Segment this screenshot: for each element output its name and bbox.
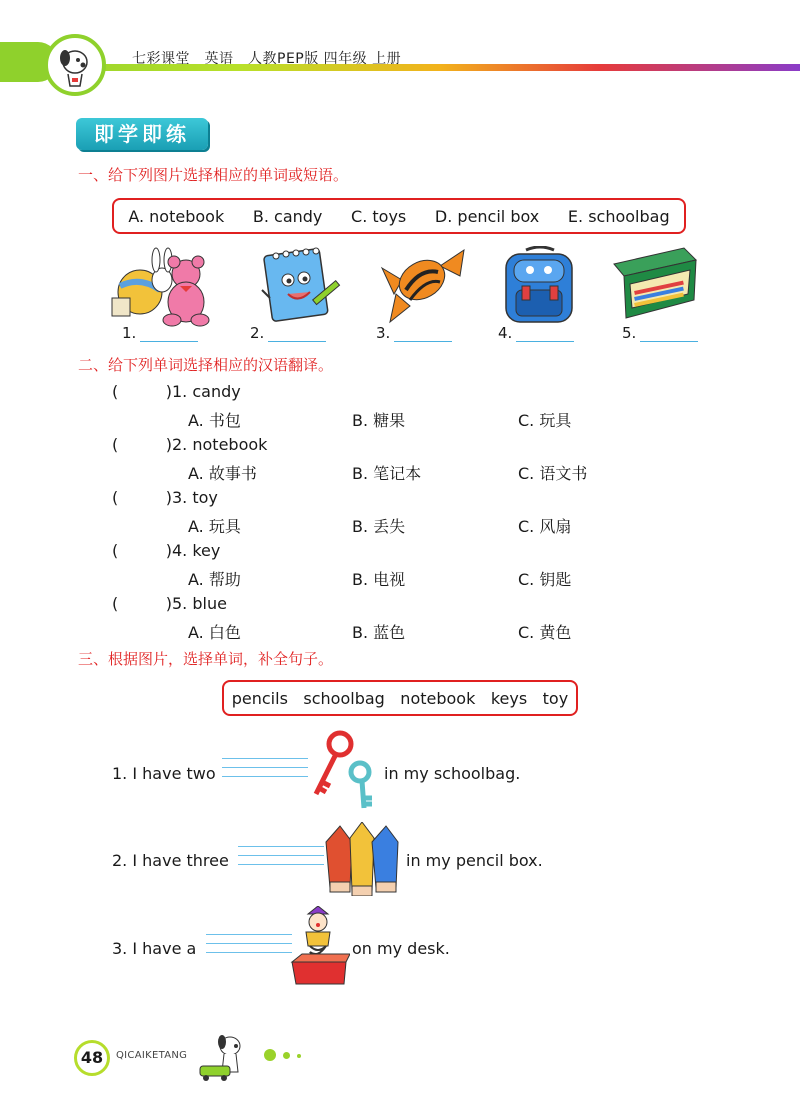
answer-blank-5[interactable]: 5.	[622, 324, 698, 342]
decor-dot	[297, 1054, 301, 1058]
answer-parens[interactable]: ( )	[112, 488, 172, 507]
option-c[interactable]: C. 黄色	[518, 623, 572, 642]
option-c[interactable]: C. 语文书	[518, 464, 588, 483]
option-b[interactable]: B. 糖果	[352, 411, 406, 430]
pencils-icon	[320, 822, 404, 896]
answer-blank-4[interactable]: 4.	[498, 324, 574, 342]
word-option: toy	[542, 688, 569, 708]
option-a[interactable]: A. 故事书	[188, 464, 257, 483]
section2-title: 二、给下列单词选择相应的汉语翻译。	[78, 356, 334, 374]
option-a[interactable]: A. 白色	[188, 623, 241, 642]
answer-blank-2[interactable]: 2.	[250, 324, 326, 342]
word-option: E. schoolbag	[567, 206, 670, 226]
question-word: key	[192, 541, 221, 560]
page-number: 48	[74, 1040, 110, 1076]
question-row: ( ) 5. blue	[112, 594, 227, 613]
keys-icon	[302, 728, 382, 812]
word-option: B. candy	[252, 206, 323, 226]
sentence-3-blank[interactable]	[206, 934, 292, 968]
section3-word-box	[222, 680, 578, 716]
option-c[interactable]: C. 玩具	[518, 411, 572, 430]
word-option: schoolbag	[303, 688, 385, 708]
answer-parens[interactable]: ( )	[112, 435, 172, 454]
dog-mascot-icon	[44, 34, 106, 96]
question-row: ( ) 2. notebook	[112, 435, 268, 454]
word-option: A. notebook	[128, 206, 225, 226]
option-a[interactable]: A. 玩具	[188, 517, 241, 536]
section1-title: 一、给下列图片选择相应的单词或短语。	[78, 166, 349, 184]
option-b[interactable]: B. 笔记本	[352, 464, 422, 483]
question-row: ( ) 4. key	[112, 541, 221, 560]
section-badge: 即学即练	[76, 118, 208, 150]
pencil-box-picture	[610, 246, 710, 330]
sentence-3-after: on my desk.	[352, 939, 450, 958]
word-option: notebook	[400, 688, 476, 708]
question-word: notebook	[192, 435, 268, 454]
option-b[interactable]: B. 蓝色	[352, 623, 406, 642]
sentence-2-after: in my pencil box.	[406, 851, 543, 870]
option-a[interactable]: A. 帮助	[188, 570, 241, 589]
word-option: C. toys	[351, 206, 407, 226]
question-word: toy	[192, 488, 218, 507]
decor-dot	[264, 1049, 276, 1061]
answer-blank-3[interactable]: 3.	[376, 324, 452, 342]
notebook-picture	[254, 246, 354, 330]
option-b[interactable]: B. 电视	[352, 570, 406, 589]
section3-title: 三、根据图片，选择单词，补全句子。	[78, 650, 334, 668]
toys-picture	[110, 246, 210, 330]
sentence-3-before: 3. I have a	[112, 939, 197, 958]
question-row: ( ) 3. toy	[112, 488, 218, 507]
question-word: candy	[192, 382, 241, 401]
option-a[interactable]: A. 书包	[188, 411, 241, 430]
sentence-1-blank[interactable]	[222, 758, 308, 792]
schoolbag-picture	[496, 246, 596, 330]
word-option: pencils	[231, 688, 288, 708]
sentence-2-blank[interactable]	[238, 846, 324, 880]
question-word: blue	[192, 594, 227, 613]
footer-label: QICAIKETANG	[116, 1050, 188, 1061]
sentence-1-after: in my schoolbag.	[384, 764, 521, 783]
answer-parens[interactable]: ( )	[112, 541, 172, 560]
answer-parens[interactable]: ( )	[112, 594, 172, 613]
sentence-2-before: 2. I have three	[112, 851, 229, 870]
decor-dot	[283, 1052, 290, 1059]
option-b[interactable]: B. 丢失	[352, 517, 406, 536]
sentence-1-before: 1. I have two	[112, 764, 216, 783]
dog-mascot-icon	[196, 1032, 252, 1082]
jack-in-the-box-icon	[288, 906, 350, 990]
answer-blank-1[interactable]: 1.	[122, 324, 198, 342]
header-title: 七彩课堂 英语 人教PEP版 四年级 上册	[132, 51, 402, 67]
section1-word-box	[112, 198, 686, 234]
word-option: keys	[490, 688, 528, 708]
candy-picture	[380, 246, 480, 330]
word-option: D. pencil box	[434, 206, 540, 226]
option-c[interactable]: C. 风扇	[518, 517, 572, 536]
question-row: ( ) 1. candy	[112, 382, 241, 401]
answer-parens[interactable]: ( )	[112, 382, 172, 401]
option-c[interactable]: C. 钥匙	[518, 570, 572, 589]
